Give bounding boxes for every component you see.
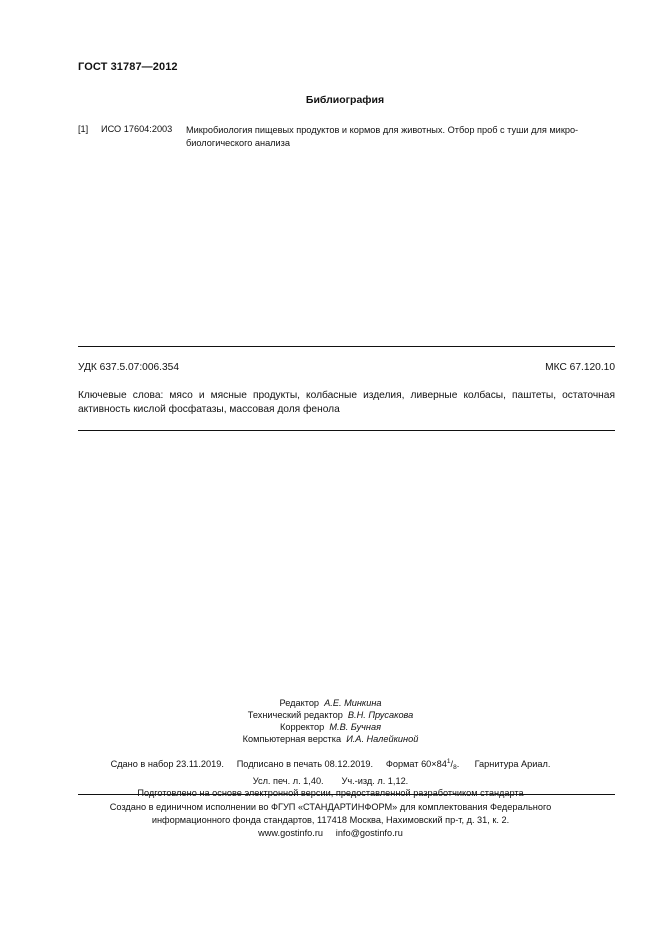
credit-name: И.А. Налейкиной (346, 734, 419, 744)
credit-role: Корректор (280, 722, 325, 732)
paper-format: Формат $60\times 84^1/_8$. (385, 758, 460, 771)
publication-info (0, 756, 661, 800)
credit-role: Редактор (279, 698, 320, 708)
submitted-date: Сдано в набор 23.11.2019. (110, 759, 224, 769)
print-sheets: Усл. печ. л. 1,40. (252, 775, 324, 786)
email-link[interactable]: info@gostinfo.ru (335, 828, 403, 838)
footer-divider (78, 794, 615, 795)
document-id: ГОСТ 31787—2012 (78, 61, 178, 73)
bibliography-entry-number: [1] (78, 124, 89, 134)
keywords: Ключевые слова: мясо и мясные продукты, колбасные изделия, ливерные колбасы, паштеты, остаточная активность кислой фосфатазы, массовая доля фенола (78, 390, 615, 415)
publication-line-2 (0, 775, 661, 788)
creator-contacts (0, 827, 661, 840)
top-divider (78, 346, 615, 347)
bibliography-entry-text-line: Микробиология пищевых продуктов и кормов для животных. Отбор проб с туши для микро- (186, 125, 579, 135)
creator-line-1: Создано в единичном исполнении во ФГУП «СТАНДАРТИНФОРМ» для комплектования Федерального (109, 802, 552, 812)
creator-block (0, 801, 661, 840)
credit-editor (0, 697, 661, 709)
signed-date: Подписано в печать 08.12.2019. (236, 759, 374, 769)
prepared-note: Подготовлено на основе электронной версии, предоставленной разработчиком стандарта (137, 788, 524, 798)
paper-format-main: Формат 60×84 (385, 759, 447, 769)
typeface: Гарнитура Ариал. (474, 759, 551, 769)
paper-format-denominator: 8 (453, 764, 457, 771)
credit-role: Компьютерная верстка (242, 734, 342, 744)
credits-block (0, 697, 661, 745)
paper-format-numerator: 1 (446, 758, 451, 765)
bottom-divider (78, 430, 615, 431)
credit-corrector (0, 721, 661, 733)
bibliography-entry-text (186, 124, 616, 149)
creator-line-2: информационного фонда стандартов, 117418 Москва, Нахимовский пр-т, д. 31, к. 2. (151, 815, 510, 825)
credit-layout (0, 733, 661, 745)
credit-name: А.Е. Минкина (324, 698, 382, 708)
publication-line-1 (0, 756, 661, 775)
credit-tech-editor (0, 709, 661, 721)
bibliography-entry-text-line: биологического анализа (186, 137, 291, 148)
credit-name: М.В. Бучная (329, 722, 381, 732)
publisher-sheets: Уч.-изд. л. 1,12. (341, 775, 409, 786)
udk-code: УДК 637.5.07:006.354 (78, 362, 179, 373)
website-link[interactable]: www.gostinfo.ru (258, 828, 324, 838)
paper-format-suffix: . (456, 759, 460, 769)
credit-role: Технический редактор (247, 710, 343, 720)
bibliography-entry-code: ИСО 17604:2003 (101, 124, 173, 134)
bibliography-title: Библиография (305, 94, 385, 106)
mks-code: МКС 67.120.10 (545, 362, 615, 373)
credit-name: В.Н. Прусакова (347, 710, 414, 720)
